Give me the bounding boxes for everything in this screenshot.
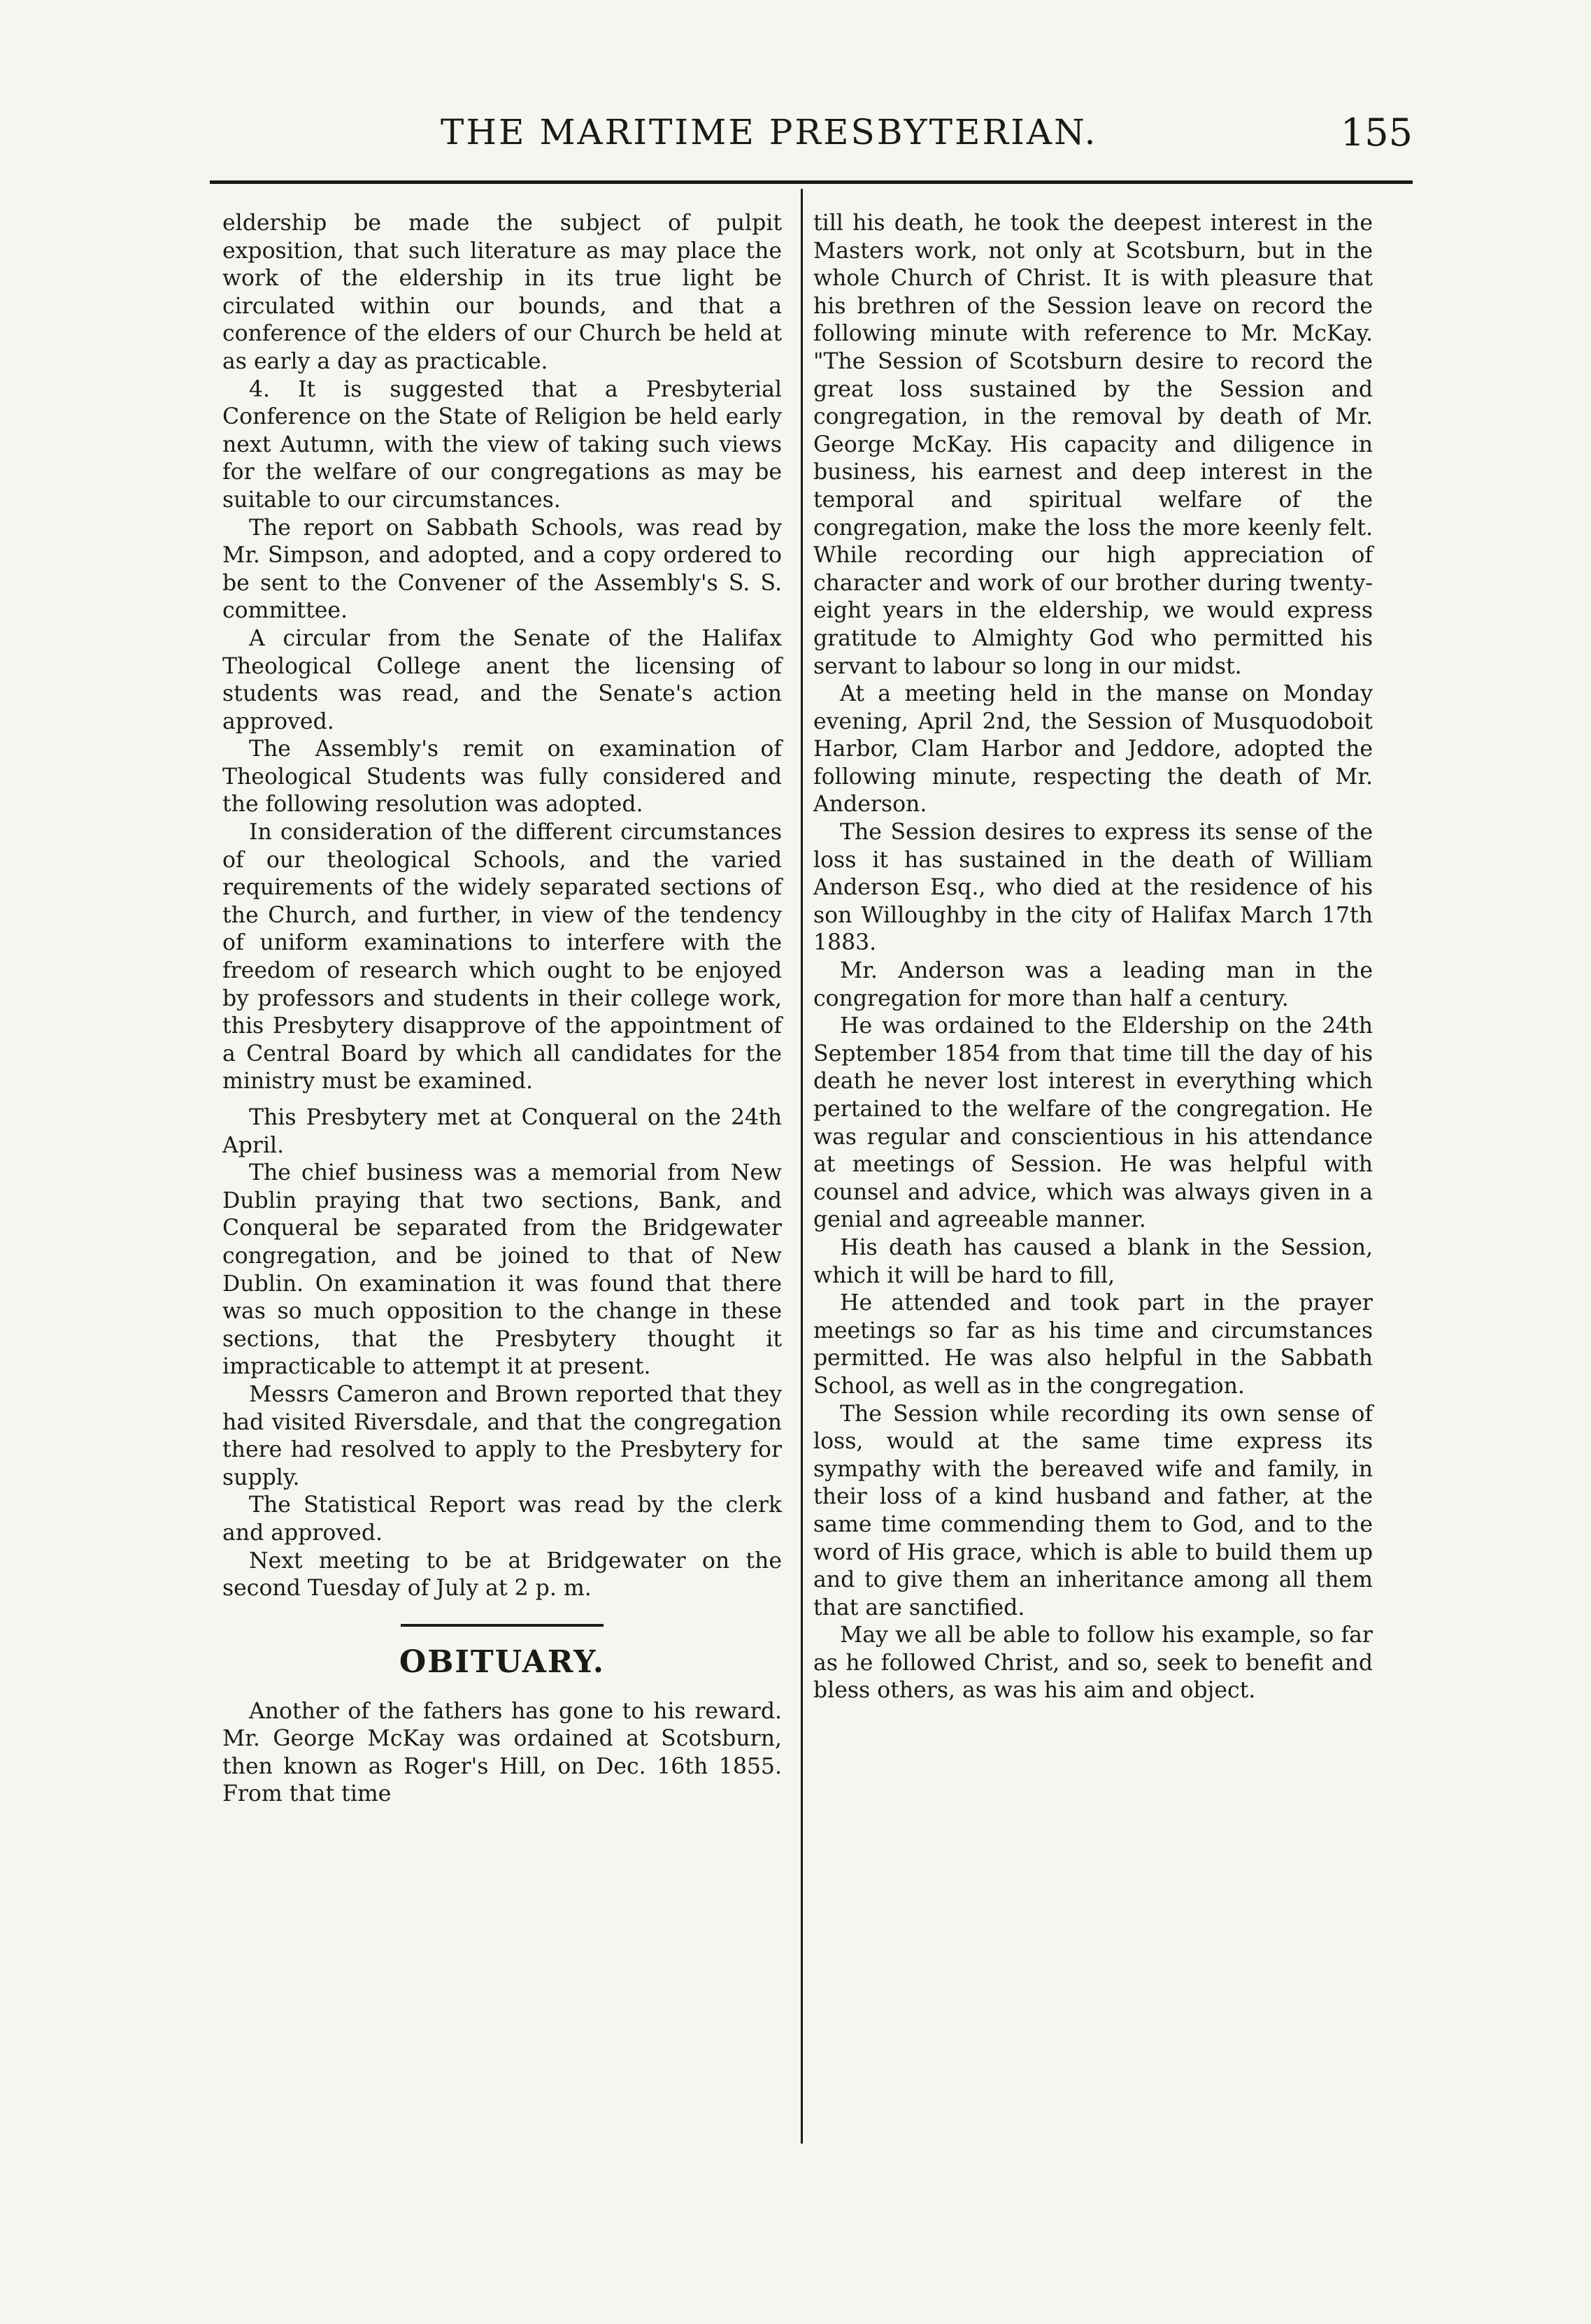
paragraph: Mr. Anderson was a leading man in the congregation for more than half a century. xyxy=(813,958,1373,1011)
left-column xyxy=(222,210,782,1809)
publication-title: THE MARITIME PRESBYTERIAN. xyxy=(441,112,1098,152)
page-header xyxy=(210,105,1413,168)
paragraph: This Presbytery met at Conqueral on the 24th April. xyxy=(222,1105,782,1158)
paragraph: The Statistical Report was read by the clerk and approved. xyxy=(222,1492,782,1546)
paragraph: In consideration of the different circumstances of our theological Schools, and the varied requirements of the widely separated sections of the Church, and further, in view of the tendency of uniform examinations to interfere with the freedom of research which ought to be enjoyed by professors and students in their college work, this Presbytery disapprove of the appointment of a Central Board by which all candidates for the ministry must be examined. xyxy=(222,820,782,1095)
page-number: 155 xyxy=(1340,111,1413,155)
paragraph: May we all be able to follow his example, so far as he followed Christ, and so, seek to benefit and bless others, as was his aim and object. xyxy=(813,1623,1373,1704)
paragraph: He was ordained to the Eldership on the 24th September 1854 from that time till the day of his death he never lost interest in everything which pertained to the welfare of the congregation. He was regular and conscientious in his attendance at meetings of Session. He was helpful with counsel and advice, which was always given in a genial and agreeable manner. xyxy=(813,1013,1373,1233)
section-rule xyxy=(401,1624,604,1627)
paragraph: The report on Sabbath Schools, was read by Mr. Simpson, and adopted, and a copy ordered to be sent to the Convener of the Assembly's S. S. committee. xyxy=(222,515,782,624)
right-column xyxy=(813,210,1373,1705)
paragraph: The Session desires to express its sense of the loss it has sustained in the death of William Anderson Esq., who died at the residence of his son Willoughby in the city of Halifax March 17th 1883. xyxy=(813,820,1373,956)
paragraph: His death has caused a blank in the Session, which it will be hard to fill, xyxy=(813,1234,1373,1288)
paragraph: He attended and took part in the prayer meetings so far as his time and circumstances permitted. He was also helpful in the Sabbath School, as well as in the congregation. xyxy=(813,1290,1373,1399)
header-rule xyxy=(210,180,1413,184)
paragraph: The Session while recording its own sense of loss, would at the same time express its sympathy with the bereaved wife and family, in their loss of a kind husband and father, at the same time commending them to God, and to the word of His grace, which is able to build them up and to give them an inheritance among all them that are sanctified. xyxy=(813,1401,1373,1620)
paragraph: Another of the fathers has gone to his reward. Mr. George McKay was ordained at Scotsburn, then known as Roger's Hill, on Dec. 16th 1855. From that time xyxy=(222,1698,782,1807)
paragraph: 4. It is suggested that a Presbyterial Conference on the State of Religion be held early next Autumn, with the view of taking such views for the welfare of our congregations as may be suitable to our circumstances. xyxy=(222,376,782,513)
paragraph: Next meeting to be at Bridgewater on the second Tuesday of July at 2 p. m. xyxy=(222,1548,782,1602)
paragraph: Messrs Cameron and Brown reported that they had visited Riversdale, and that the congregation there had resolved to apply to the Presbytery for supply. xyxy=(222,1381,782,1490)
paragraph: At a meeting held in the manse on Monday evening, April 2nd, the Session of Musquodoboit Harbor, Clam Harbor and Jeddore, adopted the following minute, respecting the death of Mr. Anderson. xyxy=(813,681,1373,818)
paragraph: The chief business was a memorial from New Dublin praying that two sections, Bank, and Conqueral be separated from the Bridgewater congregation, and be joined to that of New Dublin. On examination it was found that there was so much opposition to the change in these sections, that the Presbytery thought it impracticable to attempt it at present. xyxy=(222,1160,782,1380)
paragraph: till his death, he took the deepest interest in the Masters work, not only at Scotsburn, but in the whole Church of Christ. It is with pleasure that his brethren of the Session leave on record the following minute with reference to Mr. McKay. "The Session of Scotsburn desire to record the great loss sustained by the Session and congregation, in the removal by death of Mr. George McKay. His capacity and diligence in business, his earnest and deep interest in the temporal and spiritual welfare of the congregation, make the loss the more keenly felt. While recording our high appreciation of character and work of our brother during twenty-eight years in the eldership, we would express gratitude to Almighty God who permitted his servant to labour so long in our midst. xyxy=(813,211,1373,679)
paragraph: The Assembly's remit on examination of Theological Students was fully considered and the following resolution was adopted. xyxy=(222,736,782,818)
column-divider xyxy=(801,189,803,2144)
obituary-heading: OBITUARY. xyxy=(399,1644,606,1680)
paragraph: eldership be made the subject of pulpit exposition, that such literature as may place the work of the eldership in its true light be circulated within our bounds, and that a conference of the elders of our Church be held at as early a day as practicable. xyxy=(222,211,782,374)
paragraph: A circular from the Senate of the Halifax Theological College anent the licensing of students was read, and the Senate's action approved. xyxy=(222,625,782,734)
